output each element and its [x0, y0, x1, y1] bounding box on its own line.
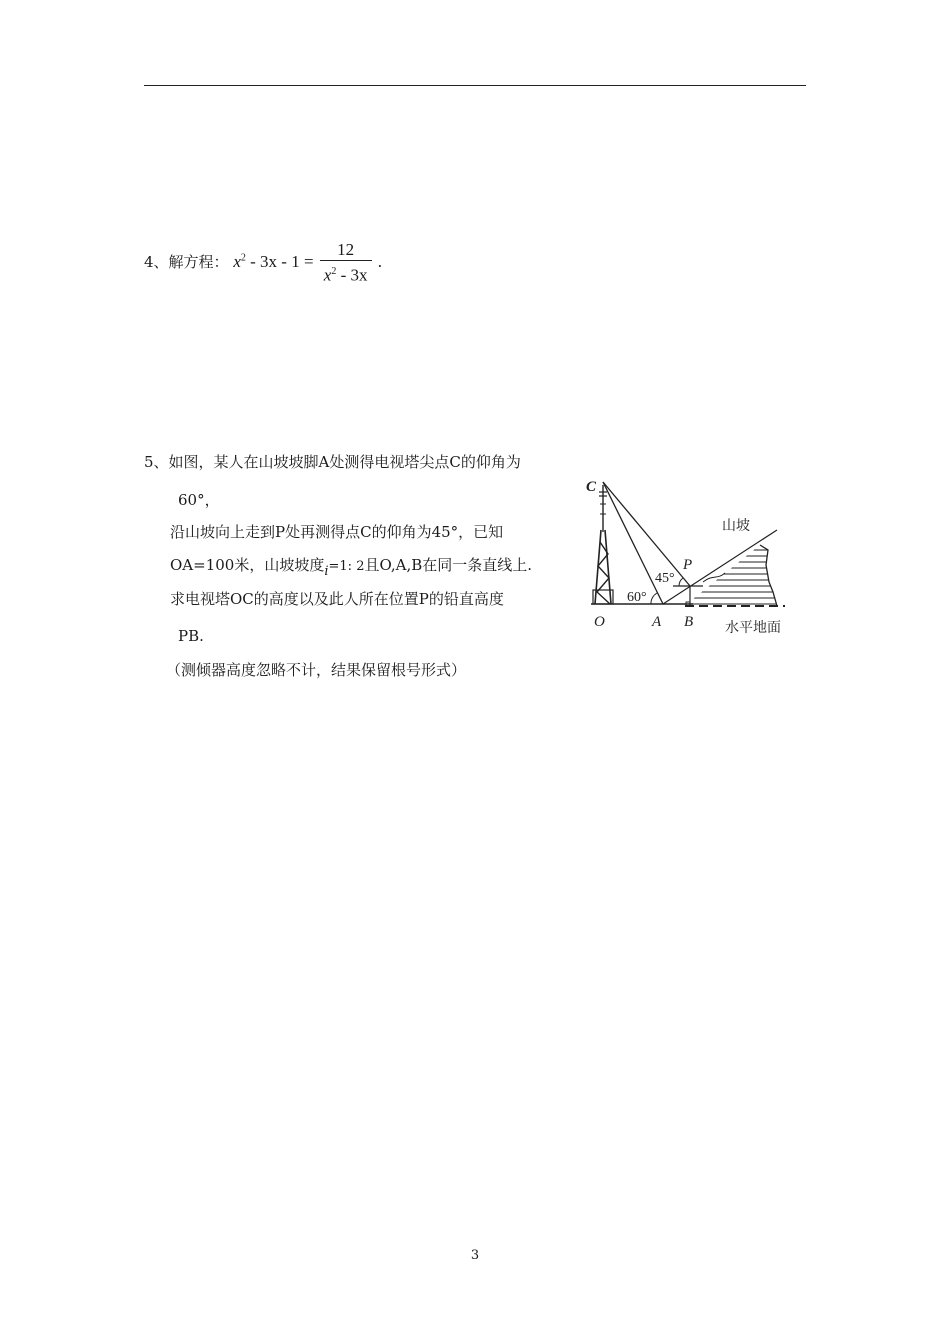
angle-arc-45: [679, 578, 683, 586]
label-O: O: [594, 614, 605, 630]
numerator: 12: [337, 240, 355, 259]
den-x: x: [323, 265, 332, 285]
ground-label: 水平地面: [725, 620, 781, 636]
label-B: B: [684, 614, 694, 630]
label-C: C: [586, 479, 597, 495]
tower-slope-diagram: [585, 470, 790, 642]
page-number: 3: [470, 1248, 480, 1263]
equation: [233, 240, 383, 285]
hill-crest-line: [703, 573, 725, 582]
lhs-x: x: [233, 252, 241, 272]
problem-4-label: 4、解方程：: [144, 253, 229, 272]
problem-5-line-1: 5、如图，某人在山坡坡脚A处测得电视塔尖点C的仰角为: [144, 453, 521, 471]
label-A: A: [652, 614, 662, 630]
problem-5-line-7: （测倾器高度忽略不计，结果保留根号形式）: [166, 661, 467, 679]
problem-5-line-4: [170, 555, 532, 577]
lhs-exponent: 2: [240, 252, 246, 264]
problem-4: [144, 240, 382, 287]
header-rule: [144, 85, 806, 86]
problem-5-line-6: PB.: [178, 627, 204, 645]
line-4-end: 且O,A,B在同一条直线上.: [364, 556, 533, 574]
slope-ratio: =1: 2: [328, 559, 365, 574]
angle-label-45: 45°: [655, 571, 675, 586]
fraction: [320, 240, 372, 287]
slope-label: 山坡: [722, 518, 750, 534]
problem-5-line-3: 沿山坡向上走到P处再测得点C的仰角为45°，已知: [170, 523, 504, 541]
slope-symbol: i: [324, 564, 329, 579]
equation-end: .: [377, 252, 383, 272]
slope-line: [663, 530, 777, 604]
line-4-start: OA=100米，山坡坡度: [170, 556, 325, 574]
denominator: [320, 260, 372, 287]
tower: [593, 485, 613, 604]
problem-5-line-5: 求电视塔OC的高度以及此人所在位置P的铅直高度: [170, 590, 504, 608]
problem-5-line-2: 60°，: [178, 491, 220, 509]
den-rest: - 3x: [336, 265, 368, 285]
angle-arc-60: [651, 593, 657, 604]
hill-outline: [760, 545, 777, 606]
hill-hatching: [685, 550, 785, 604]
angle-label-60: 60°: [627, 590, 647, 605]
label-P: P: [683, 557, 693, 573]
lhs-rest: - 3x - 1 =: [245, 252, 314, 272]
den-exponent: 2: [331, 266, 337, 277]
